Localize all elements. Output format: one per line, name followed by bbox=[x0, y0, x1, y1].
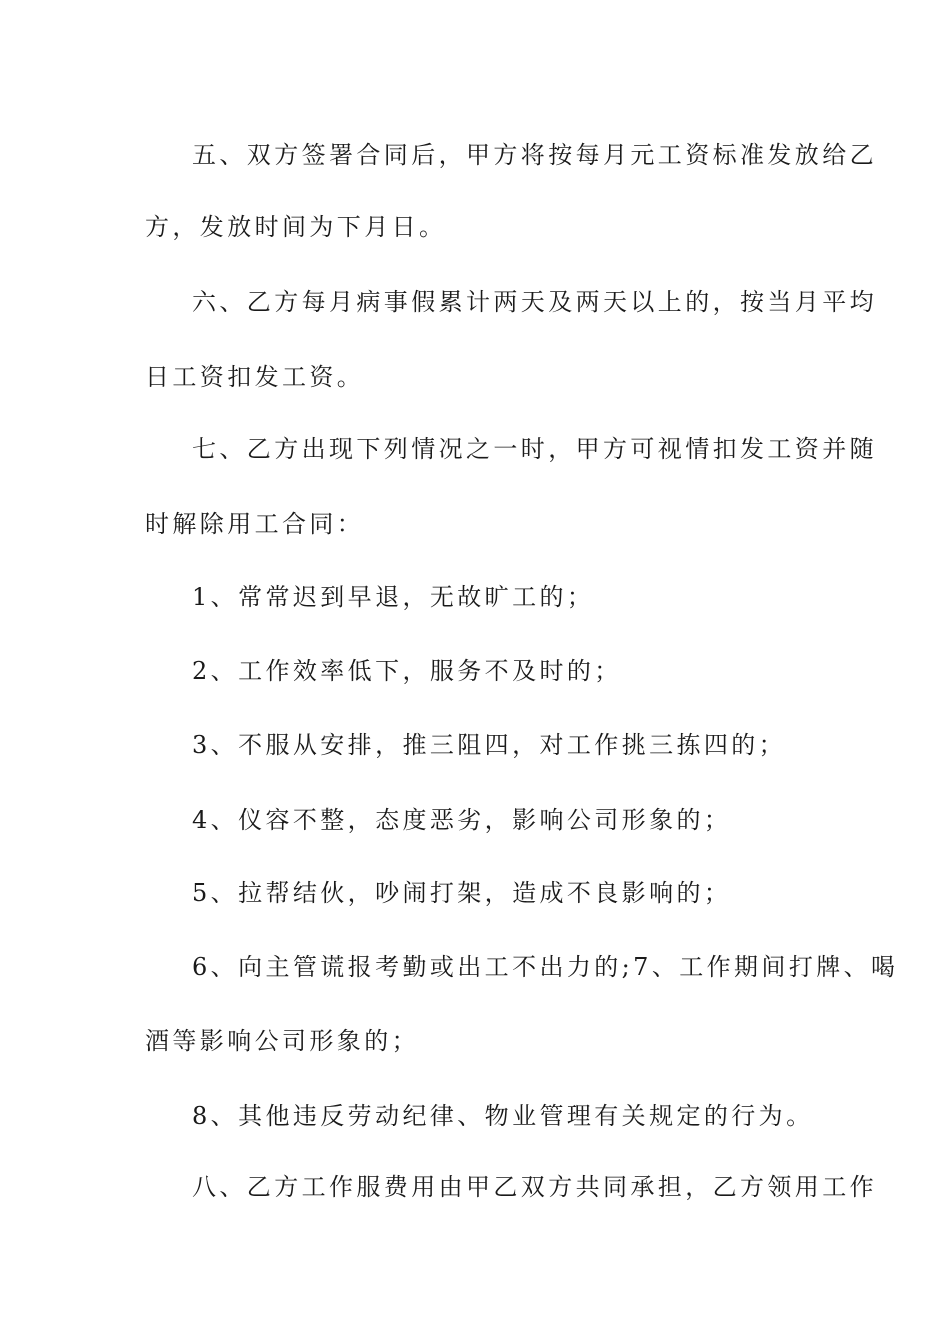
clause-6-line-1: 六、乙方每月病事假累计两天及两天以上的，按当月平均 bbox=[192, 288, 877, 316]
list-item-2: 2、工作效率低下，服务不及时的； bbox=[192, 657, 622, 685]
clause-7-line-2: 时解除用工合同： bbox=[145, 510, 365, 538]
clause-7-line-1: 七、乙方出现下列情况之一时，甲方可视情扣发工资并随 bbox=[192, 435, 877, 463]
clause-8-line-1: 八、乙方工作服费用由甲乙双方共同承担，乙方领用工作 bbox=[192, 1173, 877, 1201]
list-item-8: 8、其他违反劳动纪律、物业管理有关规定的行为。 bbox=[192, 1102, 814, 1130]
clause-5-line-2: 方，发放时间为下月日。 bbox=[145, 213, 447, 241]
list-item-6-7-line-1: 6、向主管谎报考勤或出工不出力的;7、工作期间打牌、喝 bbox=[192, 953, 899, 981]
list-item-3: 3、不服从安排，推三阻四，对工作挑三拣四的； bbox=[192, 731, 787, 759]
list-item-6-7-line-2: 酒等影响公司形象的； bbox=[145, 1027, 419, 1055]
list-item-4: 4、仪容不整，态度恶劣，影响公司形象的； bbox=[192, 806, 732, 834]
list-item-1: 1、常常迟到早退，无故旷工的； bbox=[192, 583, 595, 611]
clause-5-line-1: 五、双方签署合同后，甲方将按每月元工资标准发放给乙 bbox=[192, 141, 877, 169]
list-item-5: 5、拉帮结伙，吵闹打架，造成不良影响的； bbox=[192, 879, 732, 907]
clause-6-line-2: 日工资扣发工资。 bbox=[145, 363, 365, 391]
